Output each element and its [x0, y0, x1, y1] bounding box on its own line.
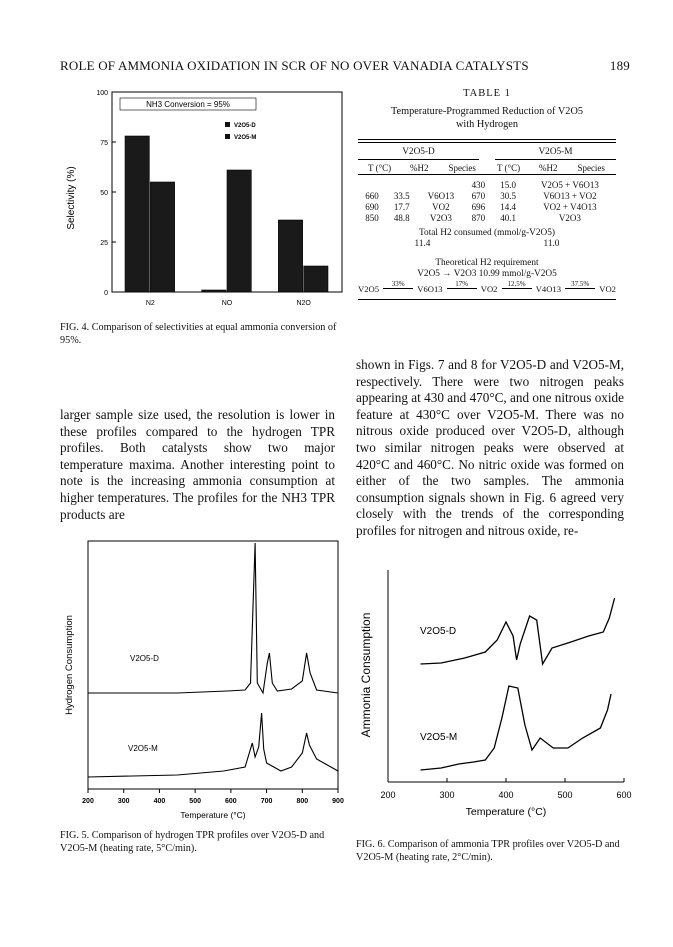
table-cell: 15.0 [500, 180, 516, 190]
table-cell: 48.8 [393, 213, 410, 223]
fig4-ytick-label: 75 [100, 140, 108, 147]
table-cell [358, 180, 386, 191]
fig4-xtick-label: NO [221, 300, 233, 307]
fig4-bar-n2o-d [278, 220, 302, 292]
fig6-xticks [380, 778, 631, 800]
running-header [60, 58, 630, 74]
table-row [358, 191, 616, 202]
table-cell: 14.4 [500, 202, 516, 212]
fig4-legend-swatch-d [225, 122, 230, 127]
table-cell: VO2 + V4O13 [543, 202, 597, 212]
fig4-bar-chart [60, 86, 352, 316]
fig4-ytick-label: 25 [100, 240, 108, 247]
scheme-species: VO2 [599, 284, 616, 294]
table1 [358, 88, 616, 300]
fig5-xtick-label: 900 [332, 798, 344, 805]
scheme-species: V6O13 [417, 284, 443, 294]
fig6-label-d: V2O5-D [420, 626, 457, 637]
col-t-m: T (°C) [496, 163, 521, 173]
table-cell: 40.1 [500, 213, 516, 223]
fig4-bar-no-d [202, 290, 226, 292]
fig5-line-chart [58, 533, 343, 823]
table-cell: 690 [365, 202, 379, 212]
table1-subtitle: Temperature-Programmed Reduction of V2O5 with Hydrogen [390, 106, 584, 130]
body-text-left: larger sample size used, the resolution is lower in these profiles compared to the hydrogen TPR profiles. Both catalysts show two major temperature maxima. Another interesting point to note is the increasing ammonia consumption at higher temperatures. The profiles for the NH3 TPR products are [60, 407, 335, 522]
fig5-line-v2o5-d [88, 543, 338, 693]
fig4-ytick-label: 0 [104, 290, 108, 297]
scheme-arrow-label: 12.5% [502, 280, 532, 289]
fig6-label-m: V2O5-M [420, 732, 458, 743]
fig5-label-d: V2O5-D [130, 654, 159, 663]
fig4-legend-m: V2O5-M [234, 135, 257, 141]
fig4-ylabel: Selectivity (%) [66, 166, 77, 230]
table-row [358, 202, 616, 213]
page-number: 189 [609, 58, 630, 73]
table1-theoretical-eq: V2O5 → V2O3 10.99 mmol/g-V2O5 [417, 269, 557, 279]
scheme-arrow-label: 17% [447, 280, 477, 289]
fig4-legend-d: V2O5-D [234, 123, 256, 129]
scheme-species: V4O13 [535, 284, 562, 294]
scheme-arrow-label: 37.5% [565, 280, 595, 289]
fig4-xtick-label: N2O [296, 300, 311, 307]
fig6-xtick-label: 600 [616, 790, 632, 800]
body-text-right: shown in Figs. 7 and 8 for V2O5-D and V2O5-M, respectively. There were two nitrogen peaks appearing at 430 and 470°C, and one nitrous oxide feature at 430°C over V2O5-M. There was no nitrous oxide produced over V2O5-D, although two similar nitrogen peaks were observed at 420°C and 460°C. No nitric oxide was formed on either of the two samples. The ammonia consumption signals shown in Fig. 6 agreed very closely with the trends of the corresponding profiles for nitrogen and nitrous oxide, re- [356, 357, 624, 538]
table-cell: 33.5 [393, 191, 410, 201]
scheme-species: VO2 [480, 284, 498, 294]
fig5-xlabel: Temperature (°C) [180, 810, 246, 820]
header-title: ROLE OF AMMONIA OXIDATION IN SCR OF NO OVER VANADIA CATALYSTS [60, 58, 529, 73]
table-cell: 850 [365, 213, 379, 223]
fig6-xtick-label: 400 [498, 790, 514, 800]
table1-rows [358, 180, 616, 224]
fig5-xtick-label: 600 [225, 798, 237, 805]
table1-rule-bottom [358, 299, 616, 300]
fig4-annotation: NH3 Conversion = 95% [146, 100, 230, 109]
fig4-xtick-label: N2 [145, 300, 155, 307]
fig4-ytick-label: 100 [96, 90, 108, 97]
fig5-line-v2o5-m [88, 713, 338, 777]
table-cell [386, 180, 417, 191]
fig5-xtick-label: 800 [296, 798, 309, 805]
table1-theoretical-label: Theoretical H2 requirement [435, 258, 539, 268]
table-cell: V6O13 [427, 191, 455, 201]
scheme-arrow-label: 33% [383, 280, 413, 289]
fig5-xtick-label: 500 [189, 798, 201, 805]
fig5-xtick-label: 200 [82, 798, 94, 805]
table1-group-m: V2O5-M [495, 147, 616, 160]
fig5-xtick-label: 400 [153, 798, 166, 805]
table1-groups [358, 147, 616, 160]
col-species-m: Species [577, 163, 605, 173]
col-h2-d: %H2 [410, 163, 429, 173]
table1-rule-top [358, 139, 616, 143]
table1-reduction-scheme [358, 280, 616, 294]
table1-total-m: 11.0 [543, 239, 560, 249]
fig4-plot-area [96, 90, 342, 307]
fig6-line-chart [350, 560, 630, 830]
fig4-caption: FIG. 4. Comparison of selectivities at equal ammonia conversion of 95%. [60, 322, 337, 346]
table-cell: 17.7 [393, 202, 410, 212]
table-cell: 30.5 [500, 191, 516, 201]
table-cell: V2O3 [429, 213, 452, 223]
table1-group-d: V2O5-D [358, 147, 479, 160]
table-cell: VO2 [432, 202, 450, 212]
table1-total-label: Total H2 consumed (mmol/g-V2O5) [419, 228, 555, 238]
fig6-line-v2o5-m [421, 686, 612, 770]
table-cell: V2O3 [558, 213, 581, 223]
fig6-caption: FIG. 6. Comparison of ammonia TPR profiles over V2O5-D and V2O5-M (heating rate, 2°C/min). [356, 839, 620, 863]
fig6-xtick-label: 300 [439, 790, 455, 800]
table-cell: V6O13 + VO2 [543, 191, 597, 201]
fig5-xtick-label: 300 [117, 798, 130, 805]
col-t-d: T (°C) [367, 163, 392, 173]
fig5-ylabel: Hydrogen Consumption [64, 615, 75, 715]
col-species-d: Species [448, 163, 476, 173]
table1-columns [358, 163, 616, 175]
fig6-ylabel: Ammonia Consumption [359, 612, 373, 738]
fig6-xtick-label: 200 [380, 790, 396, 800]
fig4-bar-no-m [227, 170, 251, 292]
table1-title: TABLE 1 [463, 88, 511, 99]
table-cell: 696 [471, 202, 486, 212]
table-cell: 660 [365, 191, 379, 201]
fig4-legend-swatch-m [225, 134, 230, 139]
fig4-bar-n2o-m [304, 266, 328, 292]
table-cell [417, 180, 464, 191]
table-cell: 670 [471, 191, 486, 201]
fig6-xtick-label: 500 [557, 790, 573, 800]
table1-totals [358, 239, 616, 250]
table-cell: 430 [471, 180, 486, 190]
table-row [358, 180, 616, 191]
fig5-xticks [82, 789, 344, 805]
table-cell: 870 [471, 213, 486, 223]
fig5-caption: FIG. 5. Comparison of hydrogen TPR profiles over V2O5-D and V2O5-M (heating rate, 5°C/min). [60, 830, 325, 854]
fig5-xtick-label: 700 [260, 798, 273, 805]
table-row [358, 213, 616, 224]
table1-total-d: 11.4 [414, 239, 431, 249]
fig6-xlabel: Temperature (°C) [465, 806, 547, 818]
table-cell: V2O5 + V6O13 [540, 180, 599, 190]
fig5-label-m: V2O5-M [128, 744, 158, 753]
fig4-bar-n2-m [150, 182, 174, 292]
col-h2-m: %H2 [539, 163, 558, 173]
fig5-frame [88, 541, 338, 789]
fig4-bar-n2-d [125, 136, 149, 292]
fig4-ytick-label: 50 [100, 190, 108, 197]
scheme-species: V2O5 [358, 284, 380, 294]
